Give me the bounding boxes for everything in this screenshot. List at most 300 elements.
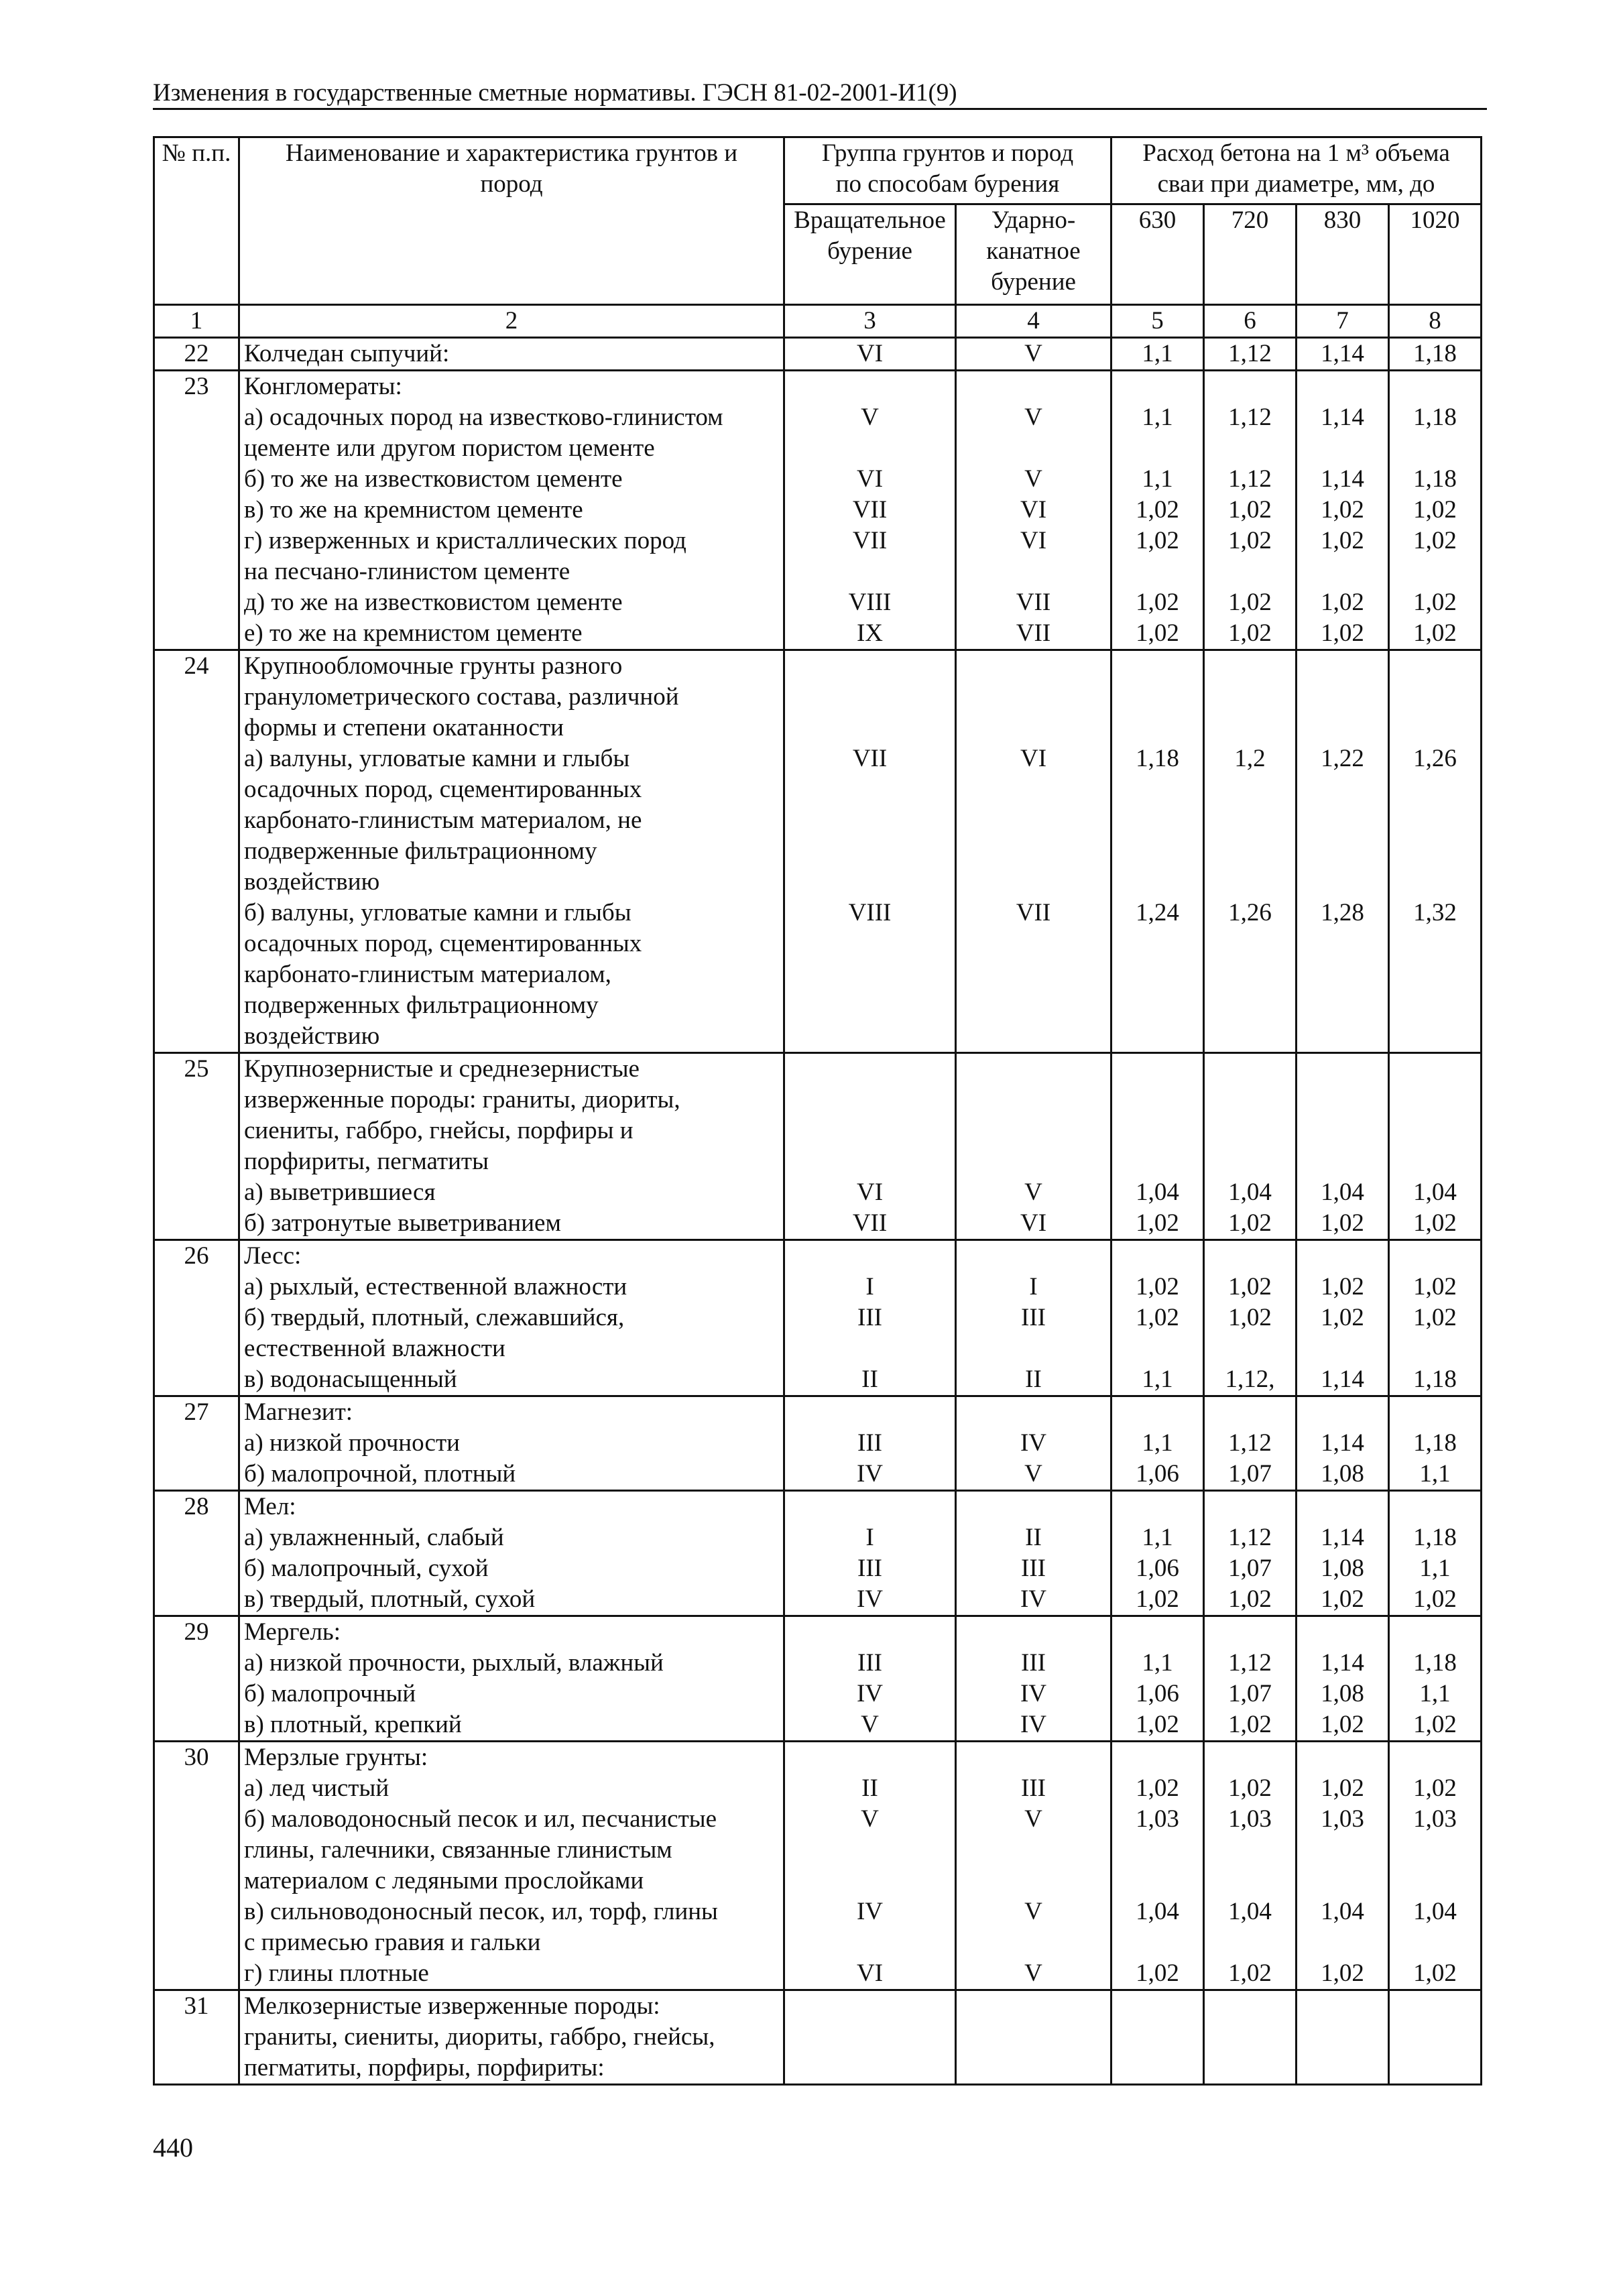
header-diameter: 1020: [1389, 204, 1482, 305]
header-diameter: 720: [1204, 204, 1297, 305]
cell-empty: [1394, 1333, 1476, 1364]
cell-empty: [789, 1397, 951, 1428]
cell-value: III: [1021, 1304, 1046, 1331]
concrete-value: [1204, 338, 1297, 371]
cell-value: VII: [852, 496, 888, 524]
group-percussion: [956, 338, 1111, 371]
table-row: [154, 1491, 1482, 1616]
description-line: порфириты, пегматиты: [244, 1148, 489, 1175]
cell-value: 1,14: [1321, 1649, 1364, 1677]
cell-value: IV: [856, 1898, 884, 1925]
row-number-text: 27: [184, 1398, 209, 1426]
description-line: цементе или другом пористом цементе: [244, 434, 655, 462]
cell-empty: [1394, 1397, 1476, 1428]
cell-value: 1,18: [1413, 1649, 1457, 1677]
cell-empty: [1116, 371, 1199, 402]
cell-value: 1,18: [1413, 1429, 1457, 1457]
cell-empty: [1116, 1115, 1199, 1146]
concrete-value: [1204, 1053, 1297, 1240]
cell-empty: [1301, 1021, 1384, 1052]
cell-empty: [1116, 2053, 1199, 2083]
cell-value: VI: [856, 1179, 884, 1206]
group-percussion: [956, 1053, 1111, 1240]
cell-value: 1,02: [1321, 1959, 1364, 1987]
cell-value: 1,02: [1413, 1711, 1457, 1738]
cell-empty: [1301, 1617, 1384, 1648]
cell-empty: [1301, 1492, 1384, 1522]
group-percussion: [956, 1742, 1111, 1990]
cell-value: 1,1: [1142, 1429, 1173, 1457]
cell-value: V: [1024, 1805, 1042, 1833]
cell-value: 1,02: [1136, 619, 1179, 647]
cell-value: 1,12,: [1225, 1366, 1275, 1393]
cell-value: 1,02: [1321, 496, 1364, 524]
description-line: глины, галечники, связанные глинистым: [244, 1836, 672, 1864]
cell-empty: [1116, 1146, 1199, 1177]
cell-value: III: [857, 1649, 882, 1677]
cell-empty: [1209, 1333, 1291, 1364]
cell-empty: [1301, 713, 1384, 743]
cell-value: V: [1024, 1959, 1042, 1987]
cell-empty: [1394, 713, 1476, 743]
description-line: изверженные породы: граниты, диориты,: [244, 1086, 680, 1113]
cell-empty: [789, 836, 951, 867]
cell-empty: [1394, 1835, 1476, 1866]
cell-value: 1,04: [1136, 1898, 1179, 1925]
cell-empty: [1209, 1146, 1291, 1177]
page-number: 440: [153, 2132, 193, 2163]
cell-value: 1,02: [1136, 1585, 1179, 1613]
description-line: в) водонасыщенный: [244, 1366, 457, 1393]
cell-value: 1,04: [1136, 1179, 1179, 1206]
column-number-row: [154, 305, 1482, 338]
cell-value: V: [861, 404, 879, 431]
description-line: в) сильноводоносный песок, ил, торф, глины: [244, 1898, 718, 1925]
row-number: [154, 338, 239, 371]
cell-value: 1,02: [1321, 1209, 1364, 1237]
cell-empty: [1116, 959, 1199, 990]
row-description: [239, 650, 784, 1053]
cell-value: 1,18: [1136, 745, 1179, 772]
cell-value: VII: [1016, 899, 1051, 926]
column-number: 1: [154, 305, 239, 338]
cell-empty: [1116, 1397, 1199, 1428]
table-row: [154, 1742, 1482, 1990]
cell-empty: [1301, 1742, 1384, 1773]
concrete-value: [1111, 338, 1204, 371]
cell-empty: [1116, 1054, 1199, 1085]
cell-value: V: [1024, 1898, 1042, 1925]
concrete-value: [1204, 1742, 1297, 1990]
cell-empty: [1209, 1617, 1291, 1648]
description-line: а) лед чистый: [244, 1774, 389, 1802]
cell-value: 1,02: [1321, 1273, 1364, 1301]
cell-empty: [789, 1054, 951, 1085]
cell-value: III: [1021, 1649, 1046, 1677]
cell-value: IV: [856, 1585, 884, 1613]
cell-empty: [1116, 1866, 1199, 1896]
cell-empty: [1116, 1927, 1199, 1958]
table-row: [154, 650, 1482, 1053]
cell-value: V: [1024, 1179, 1042, 1206]
cell-empty: [789, 1085, 951, 1115]
header-percussion-line: бурение: [991, 268, 1076, 296]
row-description: [239, 1240, 784, 1396]
cell-empty: [1394, 1146, 1476, 1177]
cell-value: VI: [1020, 745, 1047, 772]
cell-empty: [1301, 805, 1384, 836]
cell-empty: [1394, 990, 1476, 1021]
cell-value: V: [1024, 465, 1042, 493]
cell-value: 1,03: [1413, 1805, 1457, 1833]
cell-empty: [1301, 959, 1384, 990]
description-line: д) то же на известковистом цементе: [244, 589, 623, 616]
concrete-value: [1297, 650, 1389, 1053]
header-diameter: 630: [1111, 204, 1204, 305]
row-number: [154, 371, 239, 650]
cell-value: 1,02: [1228, 1959, 1272, 1987]
cell-empty: [1209, 2022, 1291, 2053]
group-rotary: [784, 1491, 956, 1616]
cell-empty: [1209, 682, 1291, 713]
cell-value: 1,02: [1321, 1304, 1364, 1331]
cell-empty: [961, 1333, 1106, 1364]
header-rule: [153, 108, 1487, 110]
description-line: б) малопрочный, сухой: [244, 1555, 489, 1582]
concrete-value: [1204, 1396, 1297, 1491]
cell-empty: [789, 682, 951, 713]
row-description: [239, 1742, 784, 1990]
cell-empty: [789, 990, 951, 1021]
cell-value: 1,02: [1321, 619, 1364, 647]
cell-empty: [789, 1742, 951, 1773]
cell-empty: [1301, 990, 1384, 1021]
description-line: Крупнозернистые и среднезернистые: [244, 1055, 640, 1083]
cell-value: 1,12: [1228, 340, 1272, 367]
cell-value: 1,02: [1321, 527, 1364, 554]
description-line: г) изверженных и кристаллических пород: [244, 527, 686, 554]
description-line: в) плотный, крепкий: [244, 1711, 462, 1738]
cell-value: 1,02: [1136, 527, 1179, 554]
cell-value: V: [1024, 1460, 1042, 1488]
cell-value: 1,08: [1321, 1680, 1364, 1707]
concrete-value: [1389, 1616, 1482, 1742]
cell-empty: [1116, 682, 1199, 713]
cell-value: II: [861, 1774, 878, 1802]
column-number: 7: [1297, 305, 1389, 338]
cell-value: I: [1029, 1273, 1038, 1301]
description-line: б) то же на известковистом цементе: [244, 465, 623, 493]
header-percussion-line: Ударно-: [991, 206, 1076, 234]
group-percussion: [956, 1491, 1111, 1616]
group-percussion: [956, 650, 1111, 1053]
cell-value: 1,03: [1321, 1805, 1364, 1833]
table-row: [154, 1990, 1482, 2085]
row-description: [239, 371, 784, 650]
group-rotary: [784, 1396, 956, 1491]
cell-empty: [1301, 1115, 1384, 1146]
header-consumption: [1111, 137, 1482, 204]
cell-empty: [961, 556, 1106, 587]
cell-value: 1,04: [1413, 1179, 1457, 1206]
cell-value: 1,02: [1228, 1273, 1272, 1301]
cell-empty: [961, 805, 1106, 836]
cell-empty: [1301, 1397, 1384, 1428]
description-line: Колчедан сыпучий:: [244, 340, 450, 367]
group-rotary: [784, 650, 956, 1053]
cell-value: 1,18: [1413, 404, 1457, 431]
cell-empty: [1301, 928, 1384, 959]
cell-value: 1,12: [1228, 1429, 1272, 1457]
cell-empty: [1394, 2053, 1476, 2083]
cell-value: 1,02: [1136, 1209, 1179, 1237]
cell-empty: [961, 928, 1106, 959]
description-line: осадочных пород, сцементированных: [244, 776, 642, 803]
cell-empty: [1301, 1085, 1384, 1115]
cell-value: 1,28: [1321, 899, 1364, 926]
cell-empty: [1394, 651, 1476, 682]
cell-empty: [1394, 774, 1476, 805]
cell-empty: [1394, 1742, 1476, 1773]
cell-empty: [1116, 1835, 1199, 1866]
cell-value: III: [1021, 1555, 1046, 1582]
row-number-text: 30: [184, 1744, 209, 1771]
column-number: 3: [784, 305, 956, 338]
row-number-text: 23: [184, 373, 209, 400]
cell-value: 1,1: [1419, 1460, 1451, 1488]
cell-empty: [1209, 1054, 1291, 1085]
cell-empty: [961, 2053, 1106, 2083]
concrete-value: [1297, 1990, 1389, 2085]
cell-empty: [1116, 867, 1199, 898]
description-line: Мел:: [244, 1493, 296, 1520]
cell-value: 1,14: [1321, 340, 1364, 367]
description-line: Магнезит:: [244, 1398, 353, 1426]
cell-empty: [961, 1742, 1106, 1773]
cell-value: 1,06: [1136, 1555, 1179, 1582]
cell-value: 1,02: [1228, 527, 1272, 554]
concrete-value: [1297, 1053, 1389, 1240]
concrete-value: [1111, 650, 1204, 1053]
description-line: формы и степени окатанности: [244, 714, 564, 741]
description-line: а) осадочных пород на известково-глинистом: [244, 404, 723, 431]
concrete-value: [1111, 1396, 1204, 1491]
cell-value: 1,02: [1413, 1959, 1457, 1987]
cell-empty: [1301, 1054, 1384, 1085]
cell-empty: [961, 774, 1106, 805]
cell-empty: [1394, 1492, 1476, 1522]
cell-empty: [789, 805, 951, 836]
cell-empty: [1209, 1241, 1291, 1272]
cell-empty: [961, 1991, 1106, 2022]
description-line: осадочных пород, сцементированных: [244, 930, 642, 957]
cell-empty: [1116, 1333, 1199, 1364]
cell-empty: [1209, 2053, 1291, 2083]
cell-empty: [1394, 867, 1476, 898]
cell-value: 1,02: [1136, 1273, 1179, 1301]
description-line: карбонато-глинистым материалом,: [244, 961, 611, 988]
description-line: воздействию: [244, 868, 380, 896]
header-percussion: [956, 204, 1111, 305]
cell-value: IV: [856, 1680, 884, 1707]
cell-empty: [1301, 1241, 1384, 1272]
cell-empty: [961, 1085, 1106, 1115]
cell-empty: [961, 1021, 1106, 1052]
cell-value: 1,02: [1136, 589, 1179, 616]
description-line: б) маловодоносный песок и ил, песчанистые: [244, 1805, 717, 1833]
concrete-value: [1389, 1990, 1482, 2085]
cell-value: 1,02: [1228, 619, 1272, 647]
cell-value: VII: [852, 527, 888, 554]
table-row: [154, 1240, 1482, 1396]
cell-value: 1,02: [1228, 589, 1272, 616]
concrete-value: [1297, 1491, 1389, 1616]
cell-empty: [1301, 556, 1384, 587]
cell-value: II: [1025, 1524, 1042, 1551]
cell-value: I: [865, 1524, 874, 1551]
row-number-text: 31: [184, 1992, 209, 2020]
cell-empty: [961, 1492, 1106, 1522]
group-rotary: [784, 338, 956, 371]
cell-empty: [789, 1333, 951, 1364]
concrete-value: [1389, 1053, 1482, 1240]
cell-empty: [1209, 713, 1291, 743]
cell-empty: [1116, 1742, 1199, 1773]
cell-empty: [789, 1866, 951, 1896]
cell-empty: [1116, 1241, 1199, 1272]
cell-empty: [1209, 1397, 1291, 1428]
header-consumption-line: Расход бетона на 1 м³ объема: [1142, 139, 1450, 167]
cell-value: 1,26: [1413, 745, 1457, 772]
cell-empty: [1394, 1866, 1476, 1896]
description-line: естественной влажности: [244, 1335, 505, 1362]
row-description: [239, 338, 784, 371]
concrete-value: [1297, 338, 1389, 371]
cell-value: III: [857, 1555, 882, 1582]
cell-value: 1,02: [1321, 589, 1364, 616]
cell-empty: [1209, 867, 1291, 898]
description-line: Конгломераты:: [244, 373, 402, 400]
row-description: [239, 1053, 784, 1240]
cell-empty: [789, 959, 951, 990]
cell-value: 1,18: [1413, 1524, 1457, 1551]
cell-empty: [1209, 433, 1291, 464]
cell-empty: [1209, 1835, 1291, 1866]
column-number: 5: [1111, 305, 1204, 338]
cell-value: 1,04: [1228, 1179, 1272, 1206]
concrete-value: [1204, 1616, 1297, 1742]
cell-value: 1,04: [1228, 1898, 1272, 1925]
description-line: подверженные фильтрационному: [244, 837, 597, 865]
cell-empty: [961, 1115, 1106, 1146]
cell-empty: [961, 1397, 1106, 1428]
description-line: б) валуны, угловатые камни и глыбы: [244, 899, 632, 926]
cell-value: 1,14: [1321, 465, 1364, 493]
cell-value: VII: [852, 745, 888, 772]
row-number: [154, 650, 239, 1053]
header-name-line: пород: [480, 170, 543, 198]
cell-empty: [789, 1991, 951, 2022]
cell-empty: [1394, 1085, 1476, 1115]
cell-empty: [1116, 774, 1199, 805]
cell-value: 1,02: [1413, 1304, 1457, 1331]
running-header: Изменения в государственные сметные нормативы. ГЭСН 81-02-2001-И1(9): [153, 79, 957, 107]
concrete-value: [1204, 1240, 1297, 1396]
concrete-value: [1389, 1396, 1482, 1491]
cell-value: VI: [1020, 1209, 1047, 1237]
cell-value: V: [861, 1711, 879, 1738]
cell-empty: [1301, 774, 1384, 805]
cell-empty: [1116, 1991, 1199, 2022]
cell-empty: [961, 713, 1106, 743]
description-line: материалом с ледяными прослойками: [244, 1867, 644, 1894]
cell-value: 1,02: [1321, 1585, 1364, 1613]
table-row: [154, 1396, 1482, 1491]
cell-value: 1,04: [1413, 1898, 1457, 1925]
cell-empty: [1116, 1085, 1199, 1115]
cell-empty: [1394, 2022, 1476, 2053]
table-row: [154, 1053, 1482, 1240]
concrete-value: [1111, 1990, 1204, 2085]
concrete-value: [1111, 1742, 1204, 1990]
cell-value: 1,1: [1142, 340, 1173, 367]
row-number-text: 29: [184, 1618, 209, 1646]
cell-empty: [1394, 959, 1476, 990]
cell-empty: [961, 1241, 1106, 1272]
cell-value: 1,14: [1321, 404, 1364, 431]
cell-empty: [961, 1054, 1106, 1085]
group-percussion: [956, 1990, 1111, 2085]
description-line: а) рыхлый, естественной влажности: [244, 1273, 627, 1301]
row-number: [154, 1990, 239, 2085]
row-description: [239, 1990, 784, 2085]
concrete-value: [1111, 371, 1204, 650]
cell-value: 1,07: [1228, 1460, 1272, 1488]
group-percussion: [956, 1616, 1111, 1742]
cell-value: 1,14: [1321, 1366, 1364, 1393]
cell-value: VIII: [848, 899, 892, 926]
concrete-value: [1389, 1240, 1482, 1396]
cell-value: 1,02: [1413, 1273, 1457, 1301]
cell-empty: [961, 959, 1106, 990]
cell-empty: [1394, 1054, 1476, 1085]
cell-value: 1,14: [1321, 1429, 1364, 1457]
cell-value: 1,04: [1321, 1898, 1364, 1925]
cell-empty: [1394, 371, 1476, 402]
concrete-value: [1204, 1491, 1297, 1616]
cell-empty: [961, 990, 1106, 1021]
cell-value: 1,02: [1228, 1585, 1272, 1613]
cell-empty: [1301, 1146, 1384, 1177]
cell-value: 1,02: [1228, 1209, 1272, 1237]
cell-value: 1,08: [1321, 1460, 1364, 1488]
concrete-value: [1389, 1491, 1482, 1616]
header-name-line: Наименование и характеристика грунтов и: [285, 139, 738, 167]
cell-value: 1,02: [1228, 1304, 1272, 1331]
description-line: а) валуны, угловатые камни и глыбы: [244, 745, 630, 772]
row-description: [239, 1616, 784, 1742]
group-rotary: [784, 1990, 956, 2085]
cell-value: 1,26: [1228, 899, 1272, 926]
cell-empty: [961, 1866, 1106, 1896]
cell-empty: [1394, 682, 1476, 713]
cell-empty: [1116, 1617, 1199, 1648]
concrete-value: [1111, 1616, 1204, 1742]
cell-value: 1,02: [1413, 589, 1457, 616]
row-number: [154, 1396, 239, 1491]
cell-value: IV: [1020, 1711, 1047, 1738]
description-line: а) низкой прочности, рыхлый, влажный: [244, 1649, 664, 1677]
